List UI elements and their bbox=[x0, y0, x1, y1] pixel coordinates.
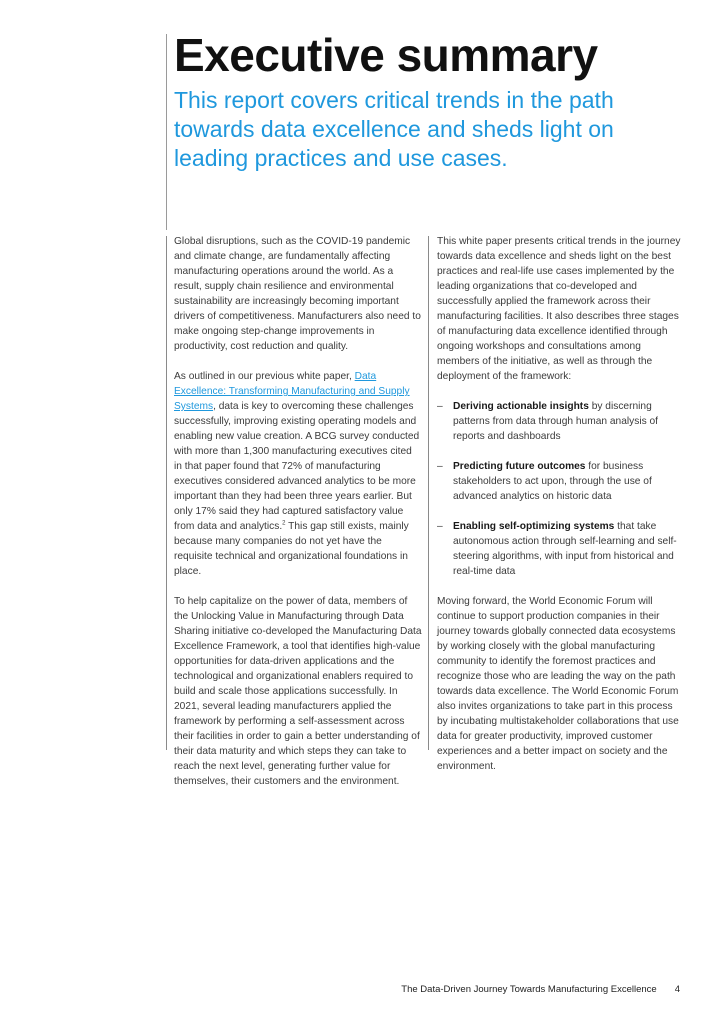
list-item-text: for business stakeholders to act upon, through the use of advanced analytics on historic data bbox=[453, 461, 652, 502]
running-title: The Data-Driven Journey Towards Manufacturing Excellence bbox=[401, 984, 657, 995]
list-item-text: by discerning patterns from data through human analysis of reports and dashboards bbox=[453, 401, 658, 442]
list-item-heading: Enabling self-optimizing systems bbox=[453, 521, 615, 532]
footnote-ref: 2 bbox=[282, 520, 286, 527]
left-paragraph-1: Global disruptions, such as the COVID-19 pandemic and climate change, are fundamentally affecting manufacturing operations around the world. As a result, supply chain resilience and environmental sustainability are increasingly becoming important drivers of competitiveness. Manufacturers also need to make ongoing step-change improvements in productivity, cost reduction and quality. bbox=[174, 236, 421, 352]
page-number: 4 bbox=[674, 984, 680, 995]
framework-stages-list bbox=[437, 399, 685, 579]
left-paragraph-2 bbox=[174, 369, 422, 579]
list-item-heading: Predicting future outcomes bbox=[453, 461, 586, 472]
list-item-text: that take autonomous action through self-learning and self-steering algorithms, with input from historical and real-time data bbox=[453, 521, 677, 577]
list-item bbox=[437, 459, 685, 504]
list-item bbox=[437, 519, 685, 579]
right-paragraph-1: This white paper presents critical trends in the journey towards data excellence and sheds light on the best practices and real-life use cases implemented by the leading organizations that co-developed and successfully applied the framework across their manufacturing facilities. It also describes three stages of manufacturing data excellence identified through ongoing workshops and consultations among members of the initiative, as well as through the deployment of the framework: bbox=[437, 236, 681, 382]
page-subtitle: This report covers critical trends in the path towards data excellence and sheds light on leading practices and use cases. bbox=[174, 87, 614, 171]
list-item-heading: Deriving actionable insights bbox=[453, 401, 589, 412]
list-item bbox=[437, 399, 685, 444]
right-column-rule bbox=[428, 236, 429, 750]
left-paragraph-2-intro: As outlined in our previous white paper, bbox=[174, 371, 355, 382]
right-paragraph-2: Moving forward, the World Economic Forum will continue to support production companies in their journey towards globally connected data ecosystems by working closely with the global manufacturing community to identify the foremost practices and recognize those who are leading the way on the path towards data excellence. The World Economic Forum also invites organizations to take part in this process by incubating multistakeholder collaborations that use data for greater productivity, improved customer experiences and a better impact on society and the environment. bbox=[437, 596, 679, 772]
bullet-dash: – bbox=[437, 521, 443, 532]
left-paragraph-3: To help capitalize on the power of data, members of the Unlocking Value in Manufacturing through Data Sharing initiative co-developed the Manufacturing Data Excellence Framework, a tool that identifies high-value opportunities for data-driven applications and the technological and organizational enablers required to build and scale those applications successfully. In 2021, several leading manufacturers applied the framework by performing a self-assessment across their facilities in order to gain a better understanding of their data maturity and which steps they can take to reach the next level, generating further value for themselves, their customers and the environment. bbox=[174, 596, 422, 787]
right-column bbox=[437, 234, 685, 789]
left-column bbox=[174, 234, 422, 804]
left-column-rule bbox=[166, 236, 167, 750]
bullet-dash: – bbox=[437, 461, 443, 472]
left-paragraph-2-body: , data is key to overcoming these challenges successfully, improving existing operating models and enabling new value creation. A BCG survey conducted with more than 1,300 manufacturing executives cited in that paper found that 72% of manufacturing executives considered advanced analytics to be more important than they had been three years earlier. But only 17% said they had captured satisfactory value from data and analytics. bbox=[174, 401, 420, 532]
header-rule bbox=[166, 34, 167, 230]
bullet-dash: – bbox=[437, 401, 443, 412]
left-paragraph-2-end: This gap still exists, mainly because many companies do not yet have the requisite technical and organizational foundations in place. bbox=[174, 521, 409, 577]
page-title: Executive summary bbox=[174, 29, 598, 81]
previous-white-paper-link[interactable]: Data Excellence: Transforming Manufacturing and Supply Systems bbox=[174, 371, 410, 412]
page-footer bbox=[0, 984, 680, 995]
